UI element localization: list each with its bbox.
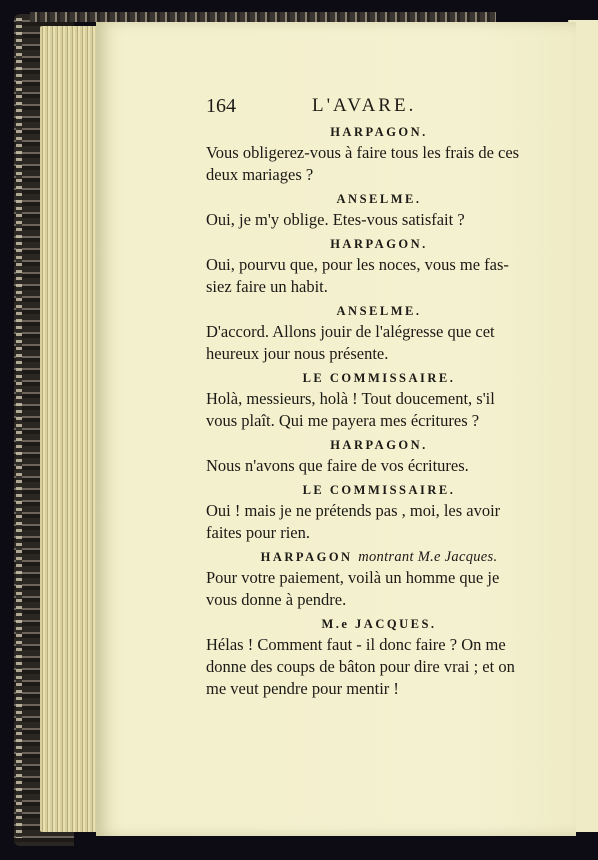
speaker-name: LE COMMISSAIRE.	[302, 371, 456, 385]
speech-text: Hélas ! Comment faut - il donc faire ? On me donne des coups de bâton pour dire vrai ; et on me veut pendre pour mentir !	[206, 635, 515, 698]
speaker-name: ANSELME.	[336, 192, 422, 206]
page-text	[206, 95, 552, 703]
dialogue-entry	[206, 234, 552, 298]
speech-text: Pour votre paiement, voilà un homme que je vous donne à pendre.	[206, 568, 500, 609]
speaker-name: HARPAGON	[260, 550, 353, 564]
dialogue-entry	[206, 614, 552, 700]
speech-text: Oui, pourvu que, pour les noces, vous me fas- siez faire un habit.	[206, 255, 509, 296]
speech-text: Oui, je m'y oblige. Etes-vous satisfait ?	[206, 210, 465, 229]
speech-text: D'accord. Allons jouir de l'alégresse que cet heureux jour nous présente.	[206, 322, 495, 363]
speaker-name: ANSELME.	[336, 304, 422, 318]
speech-text: Oui ! mais je ne prétends pas , moi, les avoir faites pour rien.	[206, 501, 501, 542]
page-number: 164	[206, 95, 236, 117]
page-edges-stack	[40, 26, 98, 832]
dialogue-entry	[206, 122, 552, 186]
dialogue-entry	[206, 480, 552, 544]
speaker-name: HARPAGON.	[330, 125, 428, 139]
speaker-name: HARPAGON.	[330, 237, 428, 251]
dialogue-entry	[206, 435, 552, 477]
page-header	[206, 95, 552, 121]
stage-direction: montrant M.e Jacques.	[358, 549, 498, 565]
speaker-with-stage-direction	[206, 547, 552, 567]
speech-text: Vous obligerez-vous à faire tous les frais de ces deux mariages ?	[206, 143, 520, 184]
binding-top-band	[30, 12, 496, 22]
dialogue-entry	[206, 189, 552, 231]
speech-text: Nous n'avons que faire de vos écritures.	[206, 456, 469, 475]
dialogue-entry	[206, 368, 552, 432]
running-title: L'AVARE.	[312, 95, 417, 116]
speech-text: Holà, messieurs, holà ! Tout doucement, s'il vous plaît. Qui me payera mes écritures ?	[206, 389, 495, 430]
speaker-name: HARPAGON.	[330, 438, 428, 452]
speaker-name: LE COMMISSAIRE.	[302, 483, 456, 497]
binding-spine-edge	[16, 18, 22, 838]
dialogue-entry	[206, 547, 552, 611]
speaker-name: M.e JACQUES.	[321, 617, 437, 631]
dialogue-entry	[206, 301, 552, 365]
